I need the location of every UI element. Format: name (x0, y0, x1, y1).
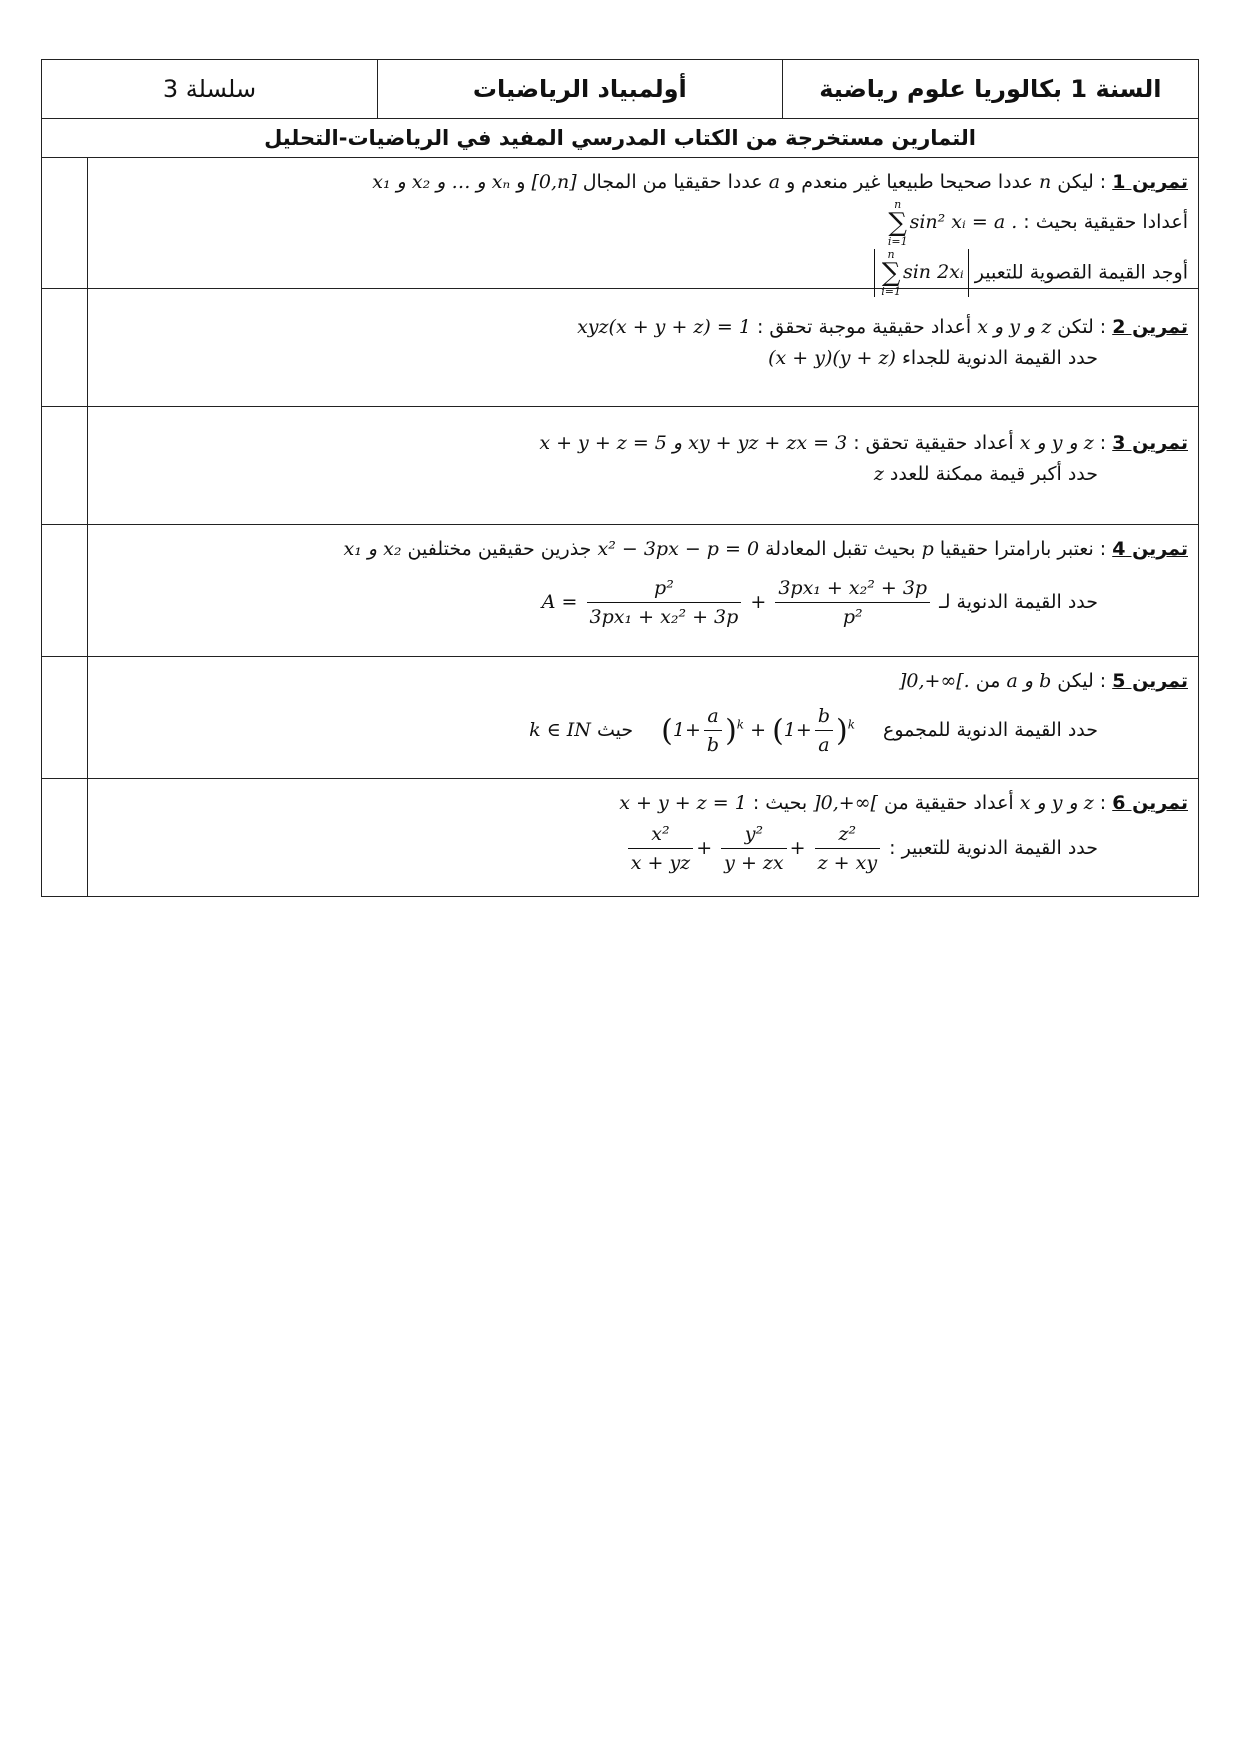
fractions-sum: $\frac{\text{x²}}{x + yz}$ + $\frac{\text{y²}}{y + zx}$ + $\frac{\text{z²}}{z + xy}$ (625, 820, 883, 878)
level-cell: السنة 1 بكالوريا علوم رياضية (782, 60, 1198, 119)
exercise-3: تمرين 3: x و y و z أعداد حقيقية تحقق : x + y + z = 5 و xy + yz + zx = 3 حدد أكبر قيمة ممكنة للعدد z (41, 407, 1199, 525)
header-table (41, 59, 1199, 119)
exercise-6: تمرين 6: x و y و z أعداد حقيقية من ]0,+∞[ بحيث : x + y + z = 1 حدد القيمة الدنوية للتعبير : $\frac{\text{x²}}{x + yz}$ + $\frac{\text{y²}}{y + zx}$ + $\frac{\text{z²}}{z + xy}$ (41, 779, 1199, 897)
abs-sum-formula: n ∑ i=1 sin 2xᵢ (874, 249, 968, 297)
title-cell: أولمبياد الرياضيات (377, 60, 782, 119)
sum-formula-k: (1+ $\frac{a}{b}$ )$^k$ + (1+ $\frac{b}{a}$ )$^k$ (661, 702, 855, 760)
sum-formula: n ∑ i=1 sin² xᵢ = a . (887, 197, 1018, 248)
exercise-2: تمرين 2: لتكن x و y و z أعداد حقيقية موجبة تحقق : xyz(x + y + z) = 1 حدد القيمة الدنوية للجداء (x + y)(y + z) (41, 289, 1199, 407)
exercise-5: تمرين 5: ليكن a و b من ]0,+∞[. حدد القيمة الدنوية للمجموع (1+ $\frac{a}{b}$ )$^k$ + (1+ $\frac{b}{a}$ )$^k$ حيث k ∈ IN (41, 657, 1199, 779)
formula-A: A = $\frac{\text{p²}}{\text{3px₁ + x₂² + 3p}}$ + $\frac{\text{3px₁ + x₂² + 3p}}{\text{p²}}$ (542, 574, 933, 632)
source-line: التمارين مستخرجة من الكتاب المدرسي المفيد في الرياضيات-التحليل (41, 119, 1199, 158)
exercise-4: تمرين 4: نعتبر بارامترا حقيقيا p بحيث تقبل المعادلة x² − 3px − p = 0 جذرين حقيقين مختلفين x₁ و x₂ حدد القيمة الدنوية لـ A = $\frac{\text{p²}}{\text{3px₁ + x₂² + 3p}}$ + $\frac{\text{3px₁ + x₂² + 3p}}{\text{p²}}$ (41, 525, 1199, 657)
series-cell: سلسلة 3 (42, 60, 378, 119)
worksheet (41, 59, 1199, 897)
exercise-1: تمرين 1: ليكن n عددا صحيحا طبيعيا غير منعدم و a عددا حقيقيا من المجال [0,n] و x₁ و x₂ و … و xₙ أعدادا حقيقية بحيث : n ∑ i=1 sin² xᵢ = a . أوجد القيمة القصوية للتعبير n ∑ i=1 sin 2xᵢ (41, 158, 1199, 289)
margin-column (42, 158, 88, 288)
exercise-label: تمرين 1 (1112, 171, 1188, 193)
